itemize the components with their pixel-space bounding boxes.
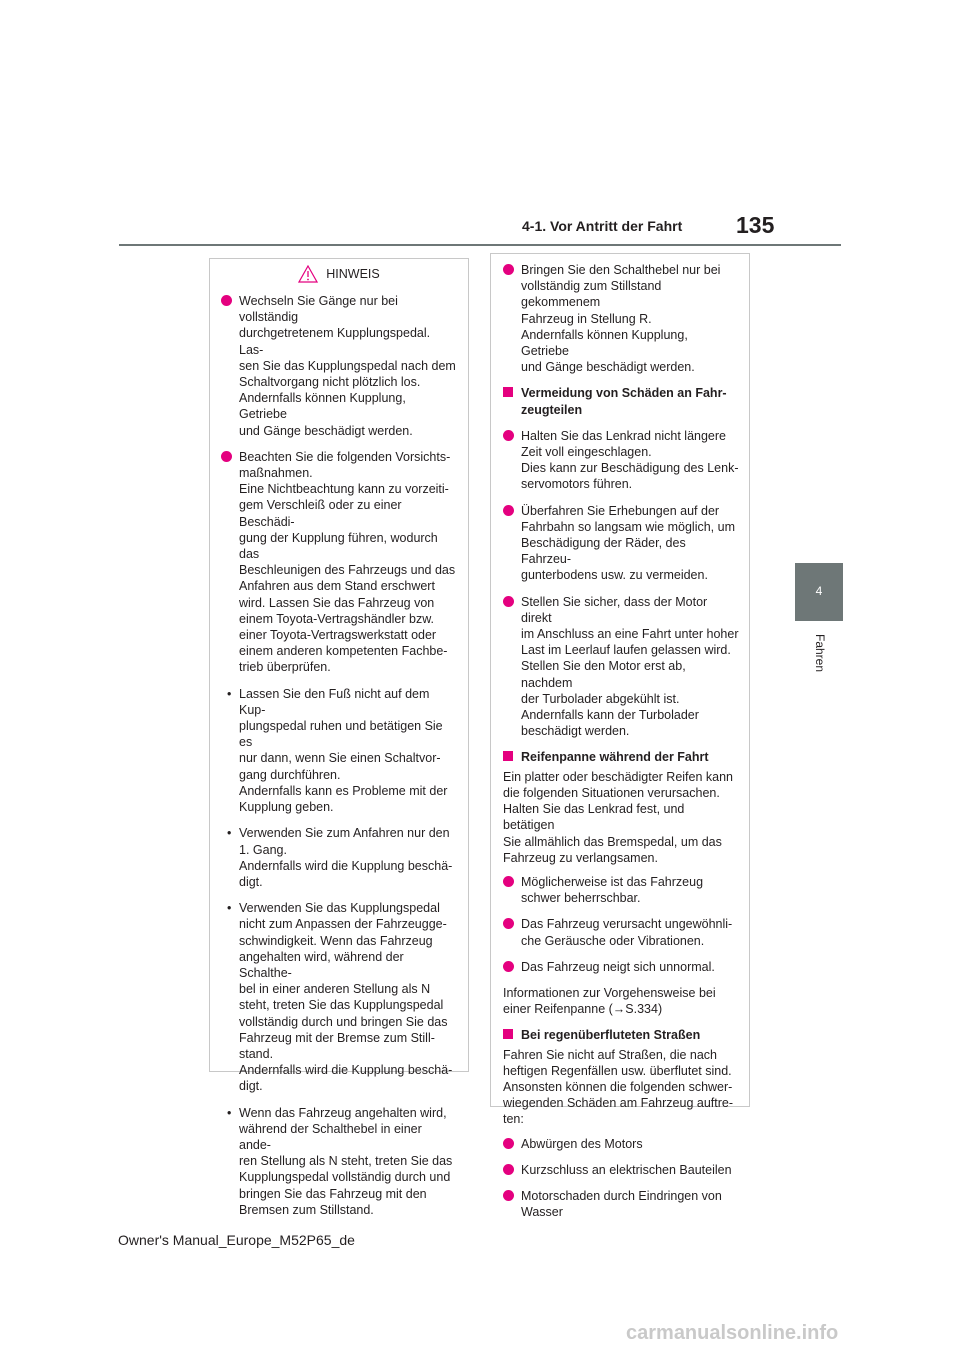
bullet-icon — [503, 596, 514, 607]
chapter-number: 4 — [815, 584, 823, 598]
bullet-icon — [503, 505, 514, 516]
notice-item — [503, 1188, 739, 1220]
notice-dot-item-text: Verwenden Sie das Kupplungspedal nicht zum Anpassen der Fahrzeugge- schwindigkeit. Wenn das Fahrzeug angehalten wird, während der Schalthe- bel in einer anderen Stellung als N steht, treten Sie das Kupplungspedal vollständig durch und bringen Sie das Fahrzeug mit der Bremse zum Still- stand. Andernfalls wird die Kupplung beschä- digt. — [239, 901, 453, 1094]
notice-dot-item — [221, 825, 457, 890]
notice-dot-item — [221, 686, 457, 816]
notice-item-text: Das Fahrzeug neigt sich unnormal. — [521, 959, 715, 974]
notice-item — [503, 959, 739, 975]
dot-icon: • — [227, 901, 232, 916]
section-heading-text: Reifenpanne während der Fahrt — [521, 750, 709, 765]
section-heading-text: Bei regenüberfluteten Straßen — [521, 1028, 701, 1043]
notice-continuation-content — [503, 262, 739, 1230]
dot-icon: • — [227, 826, 232, 841]
watermark: carmanualsonline.info — [626, 1322, 839, 1344]
notice-item — [503, 1136, 739, 1152]
footer-text: Owner's Manual_Europe_M52P65_de — [118, 1232, 355, 1248]
notice-item — [221, 293, 457, 439]
notice-item-text: Bringen Sie den Schalthebel nur bei vollständig zum Stillstand gekommenem Fahrzeug in Stellung R. Andernfalls können Kupplung, Getriebe und Gänge beschädigt werden. — [521, 263, 721, 375]
warning-triangle-icon — [298, 265, 318, 283]
notice-content — [221, 259, 457, 1228]
notice-item — [503, 262, 739, 375]
bullet-icon — [503, 918, 514, 929]
notice-item-text: Abwürgen des Motors — [521, 1136, 643, 1151]
notice-item-text: Stellen Sie sicher, dass der Motor direkt im Anschluss an eine Fahrt unter hoher Last im Leerlauf laufen gelassen wird. Stellen Sie den Motor erst ab, nachdem der Turbolader abgekühlt ist. Andernfalls kann der Turbolader beschädigt werden. — [521, 594, 739, 739]
notice-item — [503, 1162, 739, 1178]
dot-icon: • — [227, 686, 232, 701]
section-body: Fahren Sie nicht auf Straßen, die nach heftigen Regenfällen usw. überflutet sind. Ansonsten können die folgenden schwer- wiegenden Schäden am Fahrzeug auftre- ten: — [503, 1047, 734, 1127]
bullet-icon — [503, 430, 514, 441]
notice-continuation-box — [490, 253, 750, 1220]
section-heading-text: Vermeidung von Schäden an Fahr- zeugteilen — [521, 386, 727, 417]
notice-item-text: Kurzschluss an elektrischen Bauteilen — [521, 1162, 732, 1177]
notice-item-text: Halten Sie das Lenkrad nicht längere Zeit voll eingeschlagen. Dies kann zur Beschädigung des Lenk- servomotors führen. — [521, 428, 739, 492]
notice-dot-item-text: Verwenden Sie zum Anfahren nur den 1. Gang. Andernfalls wird die Kupplung beschä- digt. — [239, 826, 453, 889]
notice-item — [503, 428, 739, 493]
notice-title: HINWEIS — [326, 266, 380, 281]
notice-box — [209, 258, 469, 1217]
section-heading-flooded-roads — [503, 1027, 739, 1043]
notice-item — [503, 916, 739, 948]
notice-item-text: Möglicherweise ist das Fahrzeug schwer beherrschbar. — [521, 874, 704, 906]
chapter-label: Fahren — [813, 634, 827, 673]
notice-item-text: Beachten Sie die folgenden Vorsichts- maßnahmen. Eine Nichtbeachtung kann zu vorzeiti- gem Verschleiß oder zu einer Beschädi- gung der Kupplung führen, wodurch das Beschleunigen des Fahrzeugs und das Anfahren aus dem Stand erschwert wird. Lassen Sie das Fahrzeug von einem Toyota-Vertragshändler bzw. einer Toyota-Vertragswerkstatt oder einem anderen kompetenten Fachbe- trieb überprüfen. — [239, 449, 456, 675]
notice-dot-item-text: Wenn das Fahrzeug angehalten wird, während der Schalthebel in einer ande- ren Stellung als N steht, treten Sie das Kupplungspedal vollständig durch und bringen Sie das Fahrzeug mit den Bremsen zum Stillstand. — [239, 1105, 453, 1217]
section-heading-damage — [503, 385, 739, 417]
notice-item-text: Überfahren Sie Erhebungen auf der Fahrbahn so langsam wie möglich, um Beschädigung der Räder, des Fahrzeu- gunterbodens usw. zu vermeiden. — [521, 503, 735, 583]
bullet-icon — [503, 1190, 514, 1201]
section-body: Ein platter oder beschädigter Reifen kann die folgenden Situationen verursachen. Halten Sie das Lenkrad fest, und betätigen Sie allmählich das Bremspedal, um das Fahrzeug zu verlangsamen. — [503, 769, 734, 865]
square-bullet-icon — [503, 751, 513, 761]
bullet-icon — [503, 1138, 514, 1149]
square-bullet-icon — [503, 387, 513, 397]
page-reference-link[interactable]: Informationen zur Vorgehensweise bei einer Reifenpanne (→S.334) — [503, 985, 716, 1017]
notice-header — [221, 261, 457, 287]
notice-dot-item — [221, 1105, 457, 1218]
bullet-icon — [503, 264, 514, 275]
notice-item — [221, 449, 457, 676]
notice-dot-item-text: Lassen Sie den Fuß nicht auf dem Kup- plungspedal ruhen und betätigen Sie es nur dann, wenn Sie einen Schaltvor- gang durchführen. Andernfalls kann es Probleme mit der Kupplung geben. — [239, 686, 448, 815]
bullet-icon — [221, 295, 232, 306]
square-bullet-icon — [503, 1029, 513, 1039]
notice-item-text: Wechseln Sie Gänge nur bei vollständig durchgetretenem Kupplungspedal. Las- sen Sie das Kupplungspedal nach dem Schaltvorgang nicht plötzlich los. Andernfalls können Kupplung, Getriebe und Gänge beschädigt werden. — [239, 294, 456, 438]
bullet-icon — [503, 961, 514, 972]
bullet-icon — [503, 876, 514, 887]
notice-item-text: Das Fahrzeug verursacht ungewöhnli- che Geräusche oder Vibrationen. — [521, 917, 733, 948]
section-heading-flat-tire — [503, 749, 739, 765]
notice-dot-item — [221, 900, 457, 1094]
notice-item-text: Motorschaden durch Eindringen von Wasser — [521, 1188, 722, 1220]
notice-item — [503, 874, 739, 906]
notice-item — [503, 594, 739, 740]
section-header: 4-1. Vor Antritt der Fahrt — [522, 218, 683, 234]
dot-icon: • — [227, 1105, 232, 1120]
bullet-icon — [221, 451, 232, 462]
bullet-icon — [503, 1164, 514, 1175]
header-rule — [119, 244, 841, 246]
notice-item — [503, 503, 739, 584]
page-number: 135 — [736, 212, 775, 238]
